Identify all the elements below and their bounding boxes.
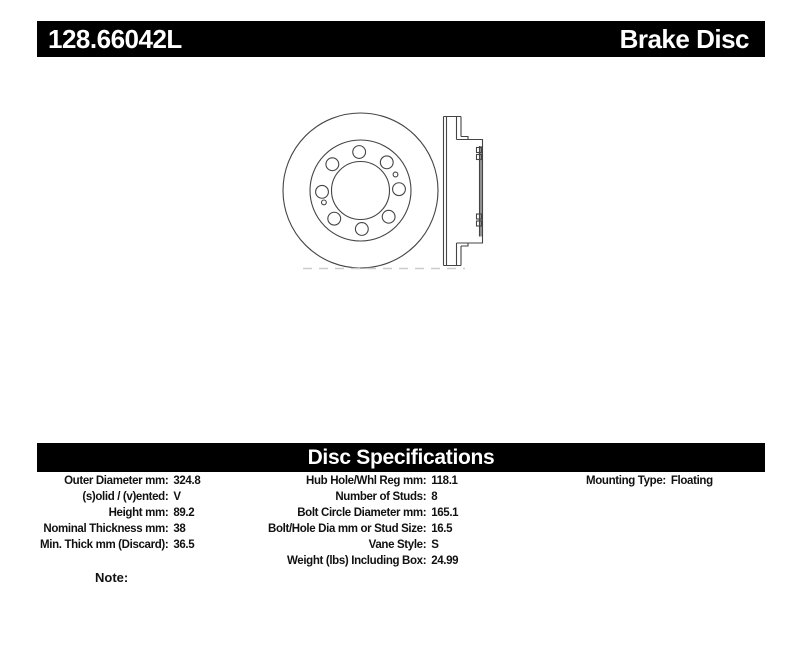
spec-label: Mounting Type: [586, 475, 666, 487]
spec-value: V [173, 491, 181, 503]
spec-row-weight [268, 553, 458, 569]
spec-row-bolt-hole-dia [268, 521, 458, 537]
spec-label: Height mm: [108, 507, 169, 519]
spec-row-solid-vented [40, 489, 200, 505]
note-label: Note: [95, 570, 129, 585]
stud-hole [353, 146, 366, 159]
spec-label: Vane Style: [368, 539, 427, 551]
spec-row-mounting-type [586, 473, 713, 489]
stud-hole [382, 210, 395, 223]
spec-value: 36.5 [173, 539, 195, 551]
spec-row-outer-diameter [40, 473, 200, 489]
specs-column-type [586, 473, 713, 489]
pilot-hole [322, 200, 327, 205]
spec-label: Bolt/Hole Dia mm or Stud Size: [268, 523, 427, 535]
spec-row-min-thickness [40, 537, 200, 553]
spec-row-vane-style [268, 537, 458, 553]
stud-hole [326, 158, 339, 171]
part-number: 128.66042L [48, 23, 182, 54]
pilot-hole [393, 172, 398, 177]
spec-row-number-of-studs [268, 489, 458, 505]
disc-outer-edge [283, 113, 438, 268]
stud-hole [328, 212, 341, 225]
spec-value: 38 [173, 523, 186, 535]
specs-section-title: Disc Specifications [307, 445, 495, 469]
spec-value: 24.99 [431, 555, 459, 567]
brake-disc-side-view [444, 117, 483, 266]
spec-label: Weight (lbs) Including Box: [287, 555, 427, 567]
stud-hole [316, 185, 329, 198]
spec-value: 324.8 [173, 475, 201, 487]
spec-value: 118.1 [431, 475, 458, 487]
spec-row-bolt-circle-diameter [268, 505, 458, 521]
product-type-title: Brake Disc [619, 23, 749, 54]
spec-label: Bolt Circle Diameter mm: [297, 507, 427, 519]
stud-hole [380, 156, 393, 169]
disc-hat-edge [310, 140, 411, 241]
spec-label: Nominal Thickness mm: [43, 523, 169, 535]
hub-hole [332, 162, 390, 220]
spec-value: 16.5 [431, 523, 453, 535]
spec-value: S [431, 539, 439, 551]
technical-drawing [278, 100, 503, 280]
stud-hole [393, 183, 406, 196]
spec-label: Number of Studs: [335, 491, 427, 503]
spec-label: Outer Diameter mm: [64, 475, 169, 487]
specs-section-bar [37, 443, 765, 472]
spec-label: (s)olid / (v)ented: [82, 491, 169, 503]
spec-value: 165.1 [431, 507, 459, 519]
spec-row-hub-hole [268, 473, 458, 489]
spec-value: Floating [670, 475, 713, 487]
header-bar [37, 21, 765, 57]
specs-column-dimensions [40, 473, 200, 553]
spec-value: 8 [431, 491, 438, 503]
spec-label: Hub Hole/Whl Reg mm: [306, 475, 427, 487]
specs-column-mounting [268, 473, 458, 569]
spec-row-nominal-thickness [40, 521, 200, 537]
spec-value: 89.2 [173, 507, 195, 519]
brake-disc-front-view [283, 113, 438, 268]
stud-hole [355, 223, 368, 236]
spec-label: Min. Thick mm (Discard): [40, 539, 169, 551]
spec-row-height [40, 505, 200, 521]
